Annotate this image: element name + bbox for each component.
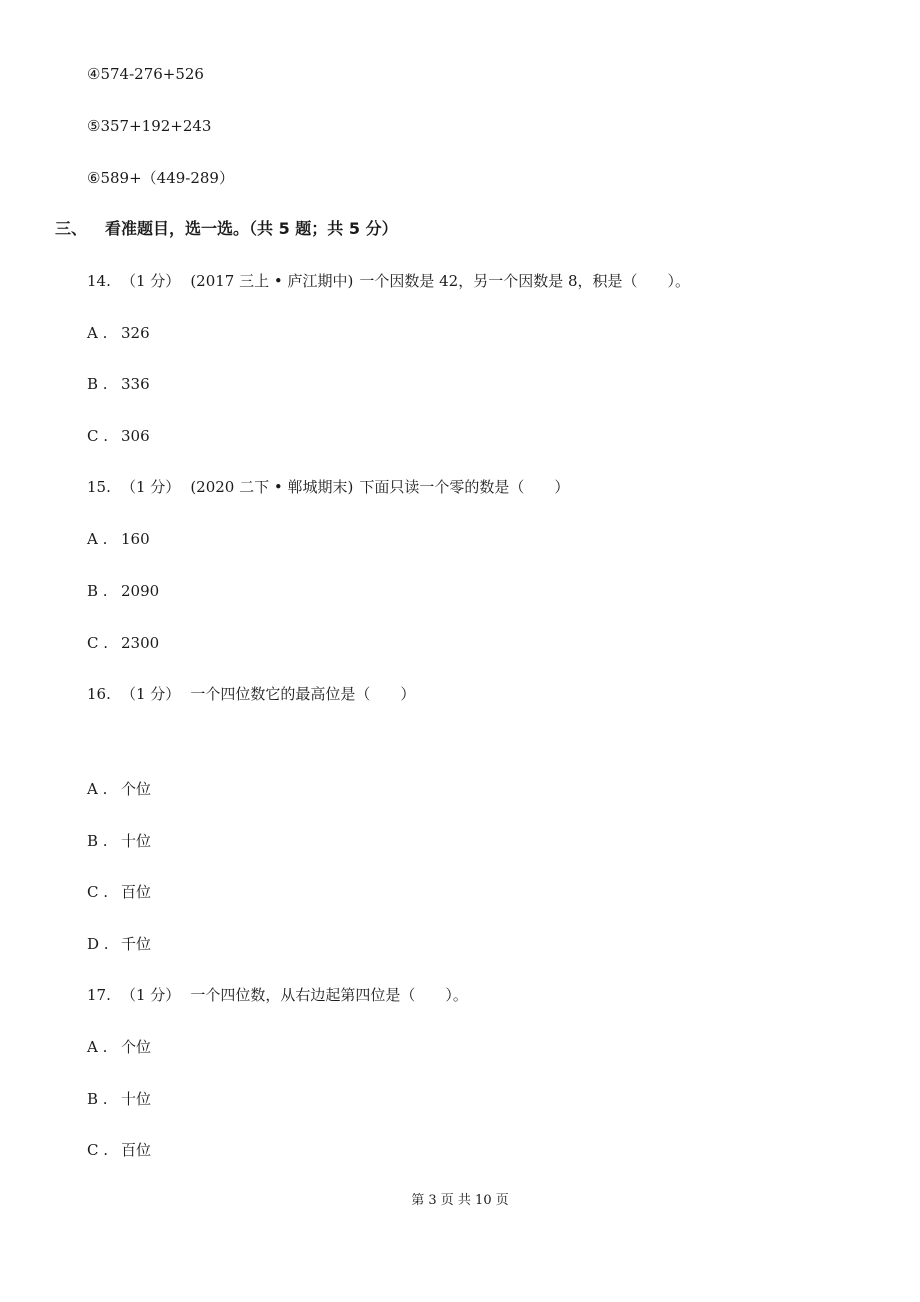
question-17-option-b[interactable] (87, 1089, 151, 1109)
question-14-option-b[interactable] (87, 374, 150, 394)
question-score: （1 分） (121, 685, 181, 703)
question-16-option-d[interactable] (87, 934, 151, 954)
option-text: 2090 (121, 582, 160, 600)
option-text: 十位 (121, 832, 152, 850)
option-text: 个位 (121, 1038, 152, 1056)
question-score: （1 分） (121, 986, 181, 1004)
option-text: 十位 (121, 1090, 152, 1108)
question-16 (87, 684, 415, 704)
option-letter: A . (87, 530, 108, 548)
option-letter: B . (87, 1090, 108, 1108)
option-letter: D . (87, 935, 109, 953)
option-text: 326 (121, 324, 150, 342)
question-text: 下面只读一个零的数是（ ） (359, 478, 570, 496)
option-text: 千位 (121, 935, 152, 953)
option-text: 306 (121, 427, 150, 445)
calculation-item-4: ④574-276+526 (87, 65, 204, 83)
question-number: 14. (87, 272, 111, 290)
option-text: 160 (121, 530, 150, 548)
option-letter: C . (87, 427, 109, 445)
question-14-option-a[interactable] (87, 323, 150, 343)
question-source: (2017 三上 • 庐江期中) (190, 272, 354, 290)
question-15 (87, 477, 569, 497)
question-17 (87, 985, 468, 1005)
option-letter: A . (87, 1038, 108, 1056)
calculation-item-5: ⑤357+192+243 (87, 117, 212, 135)
question-number: 17. (87, 986, 111, 1004)
section-heading (55, 219, 398, 239)
page-footer: 第 3 页 共 10 页 (411, 1193, 509, 1208)
option-letter: C . (87, 883, 109, 901)
option-text: 个位 (121, 780, 152, 798)
question-17-option-c[interactable] (87, 1140, 151, 1160)
question-17-option-a[interactable] (87, 1037, 151, 1057)
option-letter: C . (87, 634, 109, 652)
question-16-option-b[interactable] (87, 831, 151, 851)
question-14 (87, 271, 690, 291)
question-15-option-b[interactable] (87, 581, 159, 601)
option-text: 百位 (121, 1141, 152, 1159)
option-letter: A . (87, 780, 108, 798)
option-text: 336 (121, 375, 150, 393)
question-14-option-c[interactable] (87, 426, 150, 446)
option-letter: C . (87, 1141, 109, 1159)
section-title: 看准题目，选一选。（共 5 题；共 5 分） (105, 219, 398, 238)
question-source: (2020 二下 • 郸城期末) (190, 478, 354, 496)
option-text: 百位 (121, 883, 152, 901)
question-16-option-c[interactable] (87, 882, 151, 902)
question-number: 15. (87, 478, 111, 496)
calculation-item-6: ⑥589+（449-289） (87, 169, 234, 187)
option-letter: B . (87, 832, 108, 850)
option-text: 2300 (121, 634, 160, 652)
question-score: （1 分） (121, 272, 181, 290)
question-16-option-a[interactable] (87, 779, 151, 799)
question-text: 一个因数是 42，另一个因数是 8，积是（ ）。 (359, 272, 691, 290)
section-number: 三、 (55, 219, 88, 238)
question-number: 16. (87, 685, 111, 703)
option-letter: B . (87, 375, 108, 393)
option-letter: A . (87, 324, 108, 342)
question-text: 一个四位数，从右边起第四位是（ ）。 (190, 986, 468, 1004)
option-letter: B . (87, 582, 108, 600)
question-text: 一个四位数它的最高位是（ ） (190, 685, 416, 703)
question-score: （1 分） (121, 478, 181, 496)
question-15-option-a[interactable] (87, 529, 150, 549)
question-15-option-c[interactable] (87, 633, 159, 653)
